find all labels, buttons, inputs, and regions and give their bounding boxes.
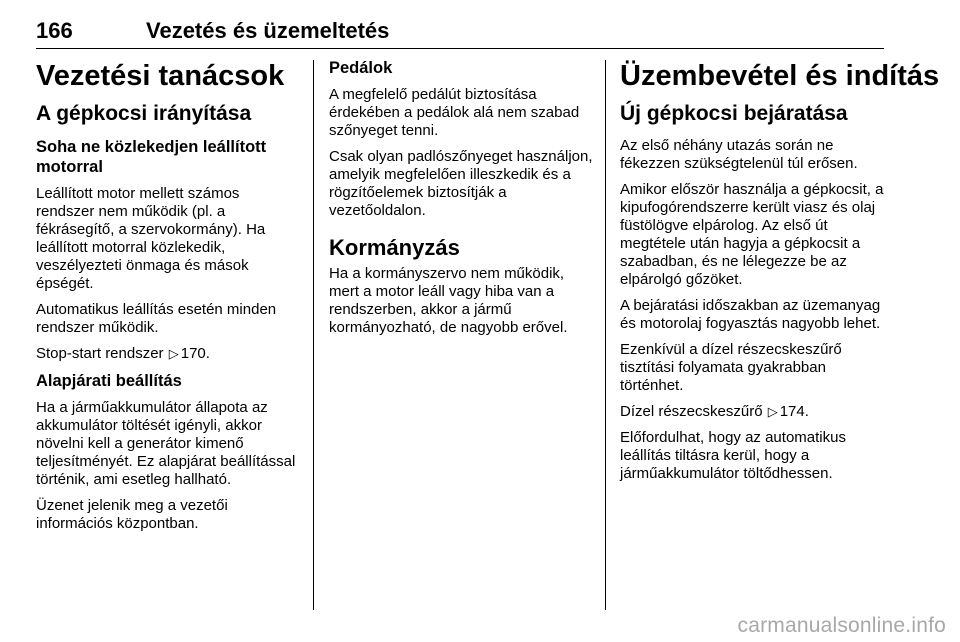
column-right xyxy=(620,58,940,491)
page-reference-arrow-icon: ▷ xyxy=(767,404,778,419)
watermark: carmanualsonline.info xyxy=(737,614,946,637)
paragraph: Az első néhány utazás során ne fékezzen szükségtelenül túl erősen. xyxy=(620,137,858,172)
paragraph: Előfordulhat, hogy az automatikus leállítás tiltásra kerül, hogy a járműakkumulátor töltődhessen. xyxy=(620,429,846,482)
paragraph: Ha a járműakkumulátor állapota az akkumulátor töltését igényli, akkor növelni kell a generátor kimenő teljesítményét. Ez alapjárat beállítással történik, ami esetleg hallható. xyxy=(36,399,296,488)
paragraph: Üzenet jelenik meg a vezetői információs központban. xyxy=(36,497,228,532)
column-divider xyxy=(313,60,314,610)
paragraph: Csak olyan padlószőnyeget használjon, amelyik megfelelően illeszkedik és a rögzítőelemek biztosítják a vezetőoldalon. xyxy=(329,148,593,219)
reference-page: 174. xyxy=(779,403,809,420)
section-heading: Vezetési tanácsok xyxy=(36,60,285,92)
paragraph: Leállított motor mellett számos rendszer nem működik (pl. a fékrásegítő, a szervokormány). Ha leállított motorral közlekedik, veszélyezteti önmaga és mások épségét. xyxy=(36,185,266,292)
paragraph: A bejáratási időszakban az üzemanyag és motorolaj fogyasztás nagyobb lehet. xyxy=(620,297,881,332)
cross-reference-paragraph xyxy=(36,345,300,363)
paragraph: Automatikus leállítás esetén minden rendszer működik. xyxy=(36,301,277,336)
paragraph: A megfelelő pedálút biztosítása érdekében a pedálok alá nem szabad szőnyeget tenni. xyxy=(329,86,580,139)
page-number: 166 xyxy=(36,18,73,43)
chapter-title: Vezetés és üzemeltetés xyxy=(146,18,390,43)
paragraph: Ezenkívül a dízel részecskeszűrő tisztítási folyamata gyakrabban történhet. xyxy=(620,341,842,394)
page-reference-arrow-icon: ▷ xyxy=(168,346,179,361)
topic-heading: Alapjárati beállítás xyxy=(36,372,182,390)
topic-heading: Pedálok xyxy=(329,59,393,77)
reference-page: 170. xyxy=(180,345,210,362)
topic-heading: Soha ne közlekedjen leállított motorral xyxy=(36,138,267,176)
paragraph: Ha a kormányszervo nem működik, mert a motor leáll vagy hiba van a rendszerben, akkor a jármű kormányozható, de nagyobb erővel. xyxy=(329,265,568,336)
column-divider xyxy=(605,60,606,610)
column-left xyxy=(36,58,300,541)
subsection-heading: A gépkocsi irányítása xyxy=(36,102,252,125)
reference-label: Dízel részecskeszűrő xyxy=(620,403,763,420)
subsection-heading: Kormányzás xyxy=(329,235,460,260)
cross-reference-paragraph xyxy=(620,403,890,421)
paragraph: Amikor először használja a gépkocsit, a kipufogórendszerre került viasz és olaj füstölögve elpárolog. Az első út megtétele után hagyja a gépkocsit a szabadban, és ne lélegezze be az elpárolgó gőzöket. xyxy=(620,181,884,288)
page-header xyxy=(36,14,884,49)
reference-label: Stop-start rendszer xyxy=(36,345,164,362)
section-heading: Üzembevétel és indítás xyxy=(620,60,940,92)
subsection-heading: Új gépkocsi bejáratása xyxy=(620,102,848,125)
column-middle xyxy=(329,58,593,345)
